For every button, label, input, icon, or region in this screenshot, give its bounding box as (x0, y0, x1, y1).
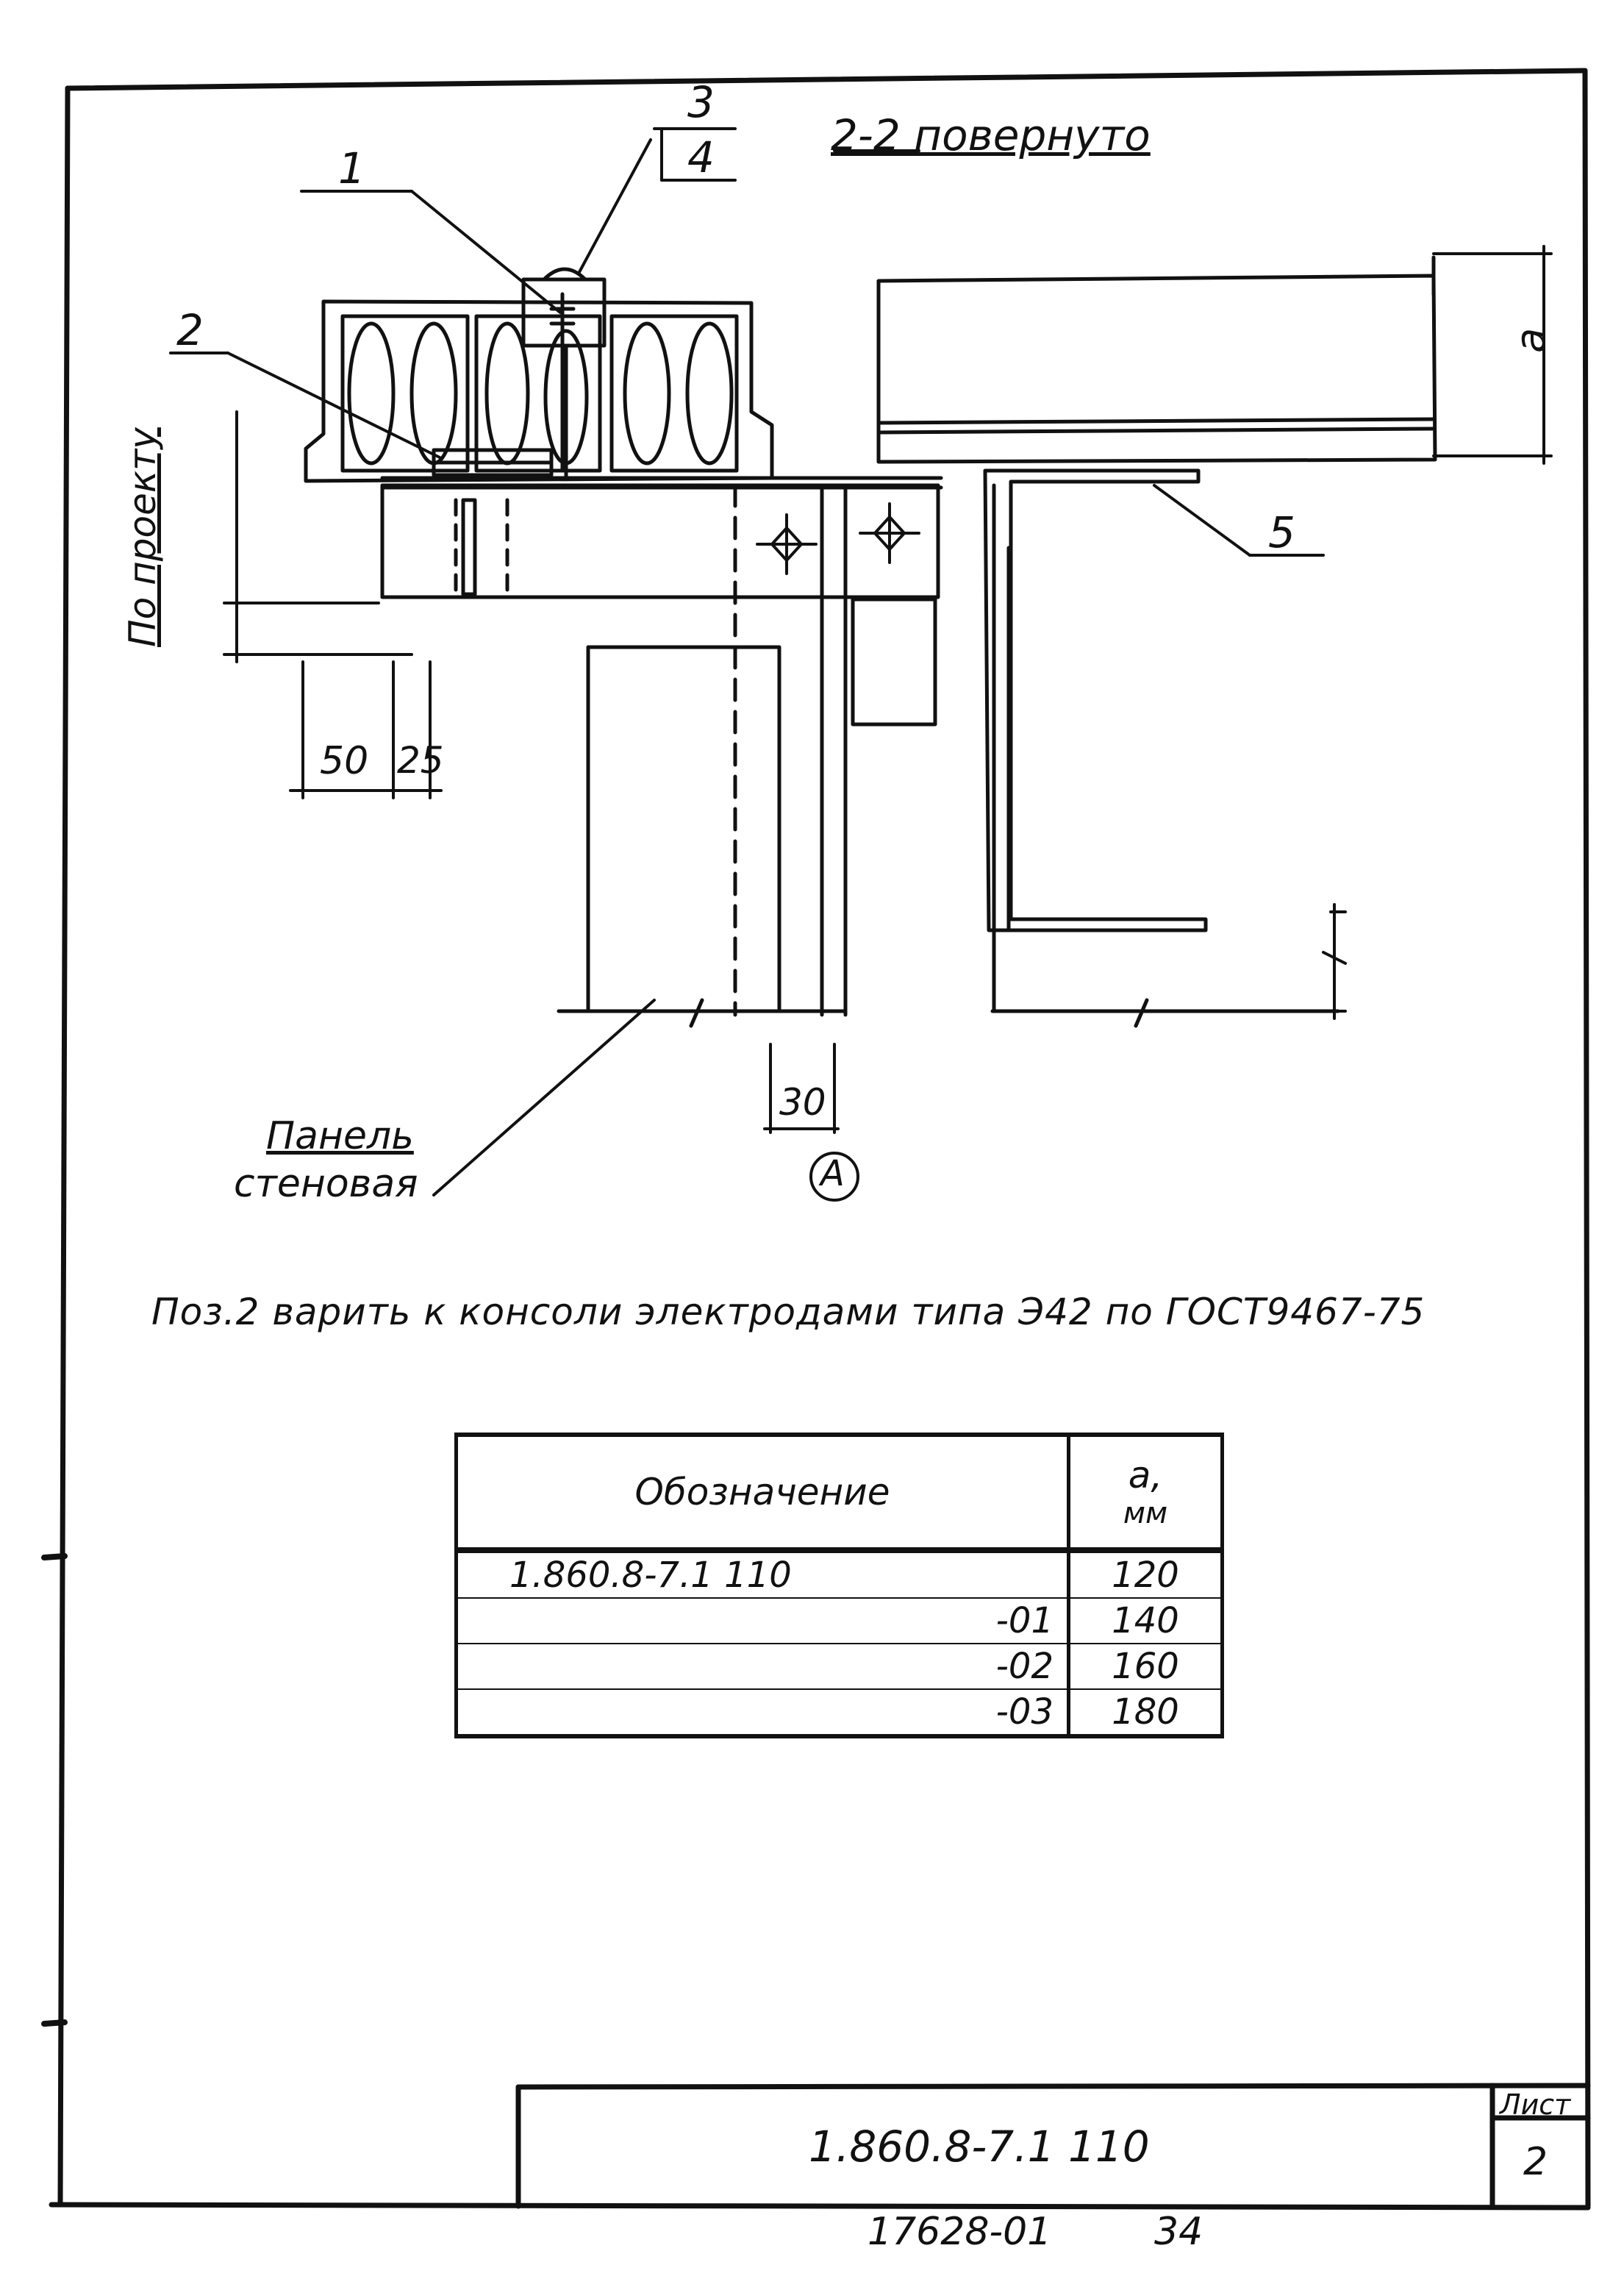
sheet-number: 2 (1523, 2140, 1548, 2184)
wall-panel-stub (559, 485, 1147, 1026)
dimension-po-proektu: По проекту (121, 427, 164, 647)
panel-label-line2: стеновая (234, 1162, 418, 1206)
archive-number: 17628-01 (868, 2210, 1052, 2254)
dimension-30: 30 (779, 1081, 826, 1124)
sheet-label: Лист (1500, 2088, 1571, 2121)
callout-pos5: 5 (1268, 507, 1295, 557)
row-designation: -01 (457, 1598, 1069, 1644)
spec-table-header (457, 1435, 1223, 1550)
callout-pos1: 1 (338, 143, 365, 193)
row-designation: 1.860.8-7.1 110 (457, 1550, 1069, 1598)
dimension-25: 25 (397, 739, 444, 782)
header-a (1069, 1435, 1223, 1550)
callout-pos2: 2 (176, 305, 204, 355)
header-a-label: а, (1128, 1454, 1163, 1496)
header-designation: Обозначение (457, 1435, 1069, 1550)
spec-table (454, 1433, 1224, 1738)
row-a: 120 (1069, 1550, 1223, 1598)
table-row (457, 1644, 1223, 1689)
leader-lines (171, 129, 1323, 1195)
callout-pos3: 3 (687, 77, 715, 127)
row-a: 180 (1069, 1689, 1223, 1736)
girder-a (879, 257, 1435, 462)
console-bracket (382, 478, 941, 1015)
title-block-code: 1.860.8-7.1 110 (809, 2122, 1150, 2172)
table-row (457, 1689, 1223, 1736)
sandwich-panel-block (306, 302, 772, 481)
welding-note: Поз.2 варить к консоли электродами типа Э42 по ГОСТ9467-75 (151, 1291, 1426, 1333)
panel-label-line1: Панель (266, 1114, 414, 1158)
dimension-50: 50 (320, 739, 369, 783)
row-a: 140 (1069, 1598, 1223, 1644)
row-designation: -02 (457, 1644, 1069, 1689)
row-designation: -03 (457, 1689, 1069, 1736)
callout-pos4: 4 (687, 132, 715, 182)
dimension-a: а (1507, 327, 1555, 353)
dimension-lines (224, 246, 1551, 1132)
axis-label: А (820, 1153, 845, 1194)
table-row (457, 1598, 1223, 1644)
page-number: 34 (1154, 2210, 1203, 2254)
header-a-unit: мм (1123, 1496, 1168, 1530)
row-a: 160 (1069, 1644, 1223, 1689)
table-row (457, 1550, 1223, 1598)
section-title: 2-2 повернуто (831, 110, 1151, 160)
